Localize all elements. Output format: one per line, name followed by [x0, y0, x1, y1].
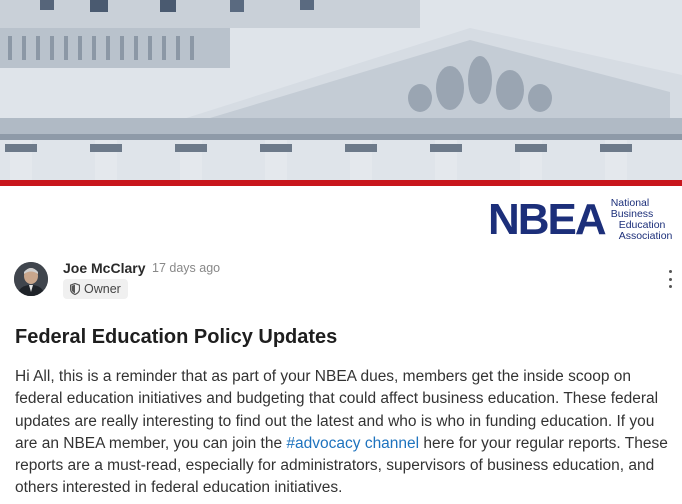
advocacy-channel-link[interactable]: #advocacy channel — [286, 434, 420, 452]
post-body-text: Hi All, this is a reminder that as part of your NBEA dues, members get the inside scoop on federal education initiatives and budgeting that could affect business education. These federal updates are really interesting to find out the latest and who is who in funding education. If you are an NBEA member, you can join the — [15, 368, 659, 452]
more-vertical-icon[interactable] — [664, 270, 676, 288]
post-body-text: here for your regular reports. These reports are a must-read, especially for administrators, supervisors of business education, and others interested in federal education initiatives. — [15, 434, 668, 497]
role-badge-label: Owner — [84, 282, 121, 296]
post-timestamp: 17 days ago — [152, 261, 221, 275]
author-avatar[interactable] — [14, 262, 48, 296]
banner-accent-line — [0, 180, 682, 186]
person-avatar-icon — [14, 262, 48, 296]
post-body — [15, 366, 677, 500]
author-name[interactable]: Joe McClary — [63, 260, 146, 276]
logo-wordmark — [611, 198, 673, 242]
logo-mark: NBEA — [488, 195, 605, 244]
logo-word: Business — [610, 208, 654, 220]
post-title: Federal Education Policy Updates — [15, 326, 338, 348]
kebab-dot — [669, 285, 672, 288]
capitol-building-illustration — [0, 0, 682, 185]
logo-word: Association — [618, 230, 673, 242]
role-badge — [63, 279, 128, 299]
shield-icon — [70, 283, 80, 295]
logo-word: Education — [618, 219, 666, 231]
logo-word: National — [610, 197, 650, 209]
kebab-dot — [669, 278, 672, 281]
kebab-dot — [669, 270, 672, 273]
nbea-logo — [488, 196, 678, 244]
header-banner-image — [0, 0, 682, 185]
